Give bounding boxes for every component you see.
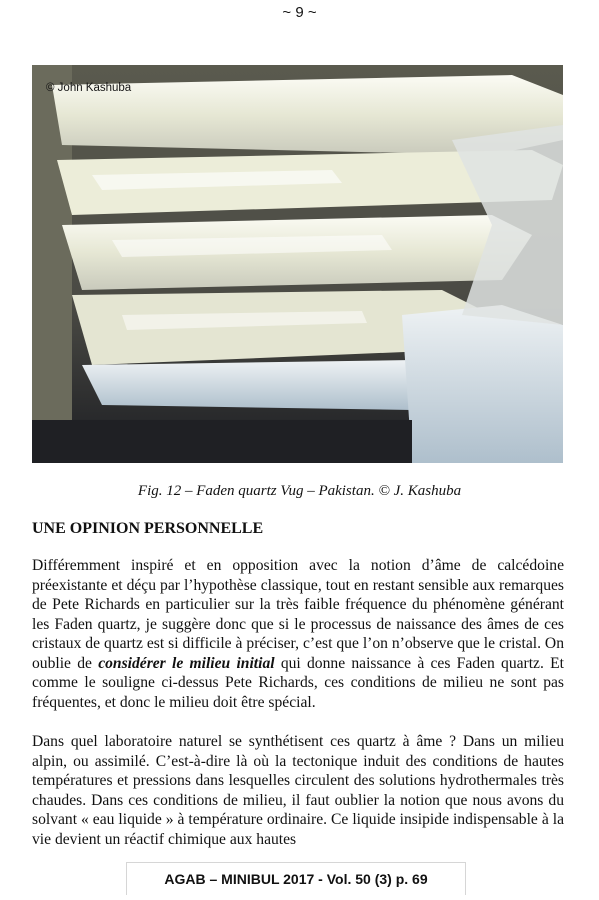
paragraph-2: Dans quel laboratoire naturel se synthétisent ces quartz à âme ? Dans un milieu alpin, ou assimilé. C’est-à-dire là où la tectonique induit des conditions de hautes températures et pressions dans lesquelles circulent des solutions hydrothermales très chaudes. Dans ces conditions de milieu, il faut oublier la notion que nous avons du solvant « eau liquide » à température ordinaire. Ce liquide insipide indispensable à la vie devient un réactif chimique aux hautes: [32, 733, 564, 848]
faden-quartz-photo: [32, 65, 563, 463]
footer-citation: AGAB – MINIBUL 2017 - Vol. 50 (3) p. 69: [164, 871, 428, 887]
crystal-illustration: [32, 65, 563, 463]
paragraph-1: [32, 556, 564, 712]
paragraph-1-text-a: Différemment inspiré et en opposition avec la notion d’âme de calcédoine préexistante et déçu par l’hypothèse classique, tout en restant sensible aux remarques de Pete Richards en particulier sur la très faible fréquence du phénomène générant les Faden quartz, je suggère donc que si le processus de naissance des âmes de ces cristaux de quartz est si difficile à préciser, c’est que l’on n’observe que le cristal. On oublie de: [32, 557, 564, 672]
section-heading: UNE OPINION PERSONNELLE: [32, 520, 264, 537]
paragraph-1-emphasis: considérer le milieu initial: [98, 654, 275, 672]
crystal-bands: [52, 75, 563, 463]
page-number: ~ 9 ~: [282, 4, 317, 21]
figure-caption: Fig. 12 – Faden quartz Vug – Pakistan. © J. Kashuba: [137, 483, 462, 499]
paragraph-1-text-b: qui donne naissance à ces Faden quartz. Et comme le souligne ci-dessus Pete Richards, ces conditions de milieu ne sont pas fréquentes, et donc le milieu doit être spécial.: [32, 654, 564, 711]
photo-credit: © John Kashuba: [46, 82, 132, 94]
